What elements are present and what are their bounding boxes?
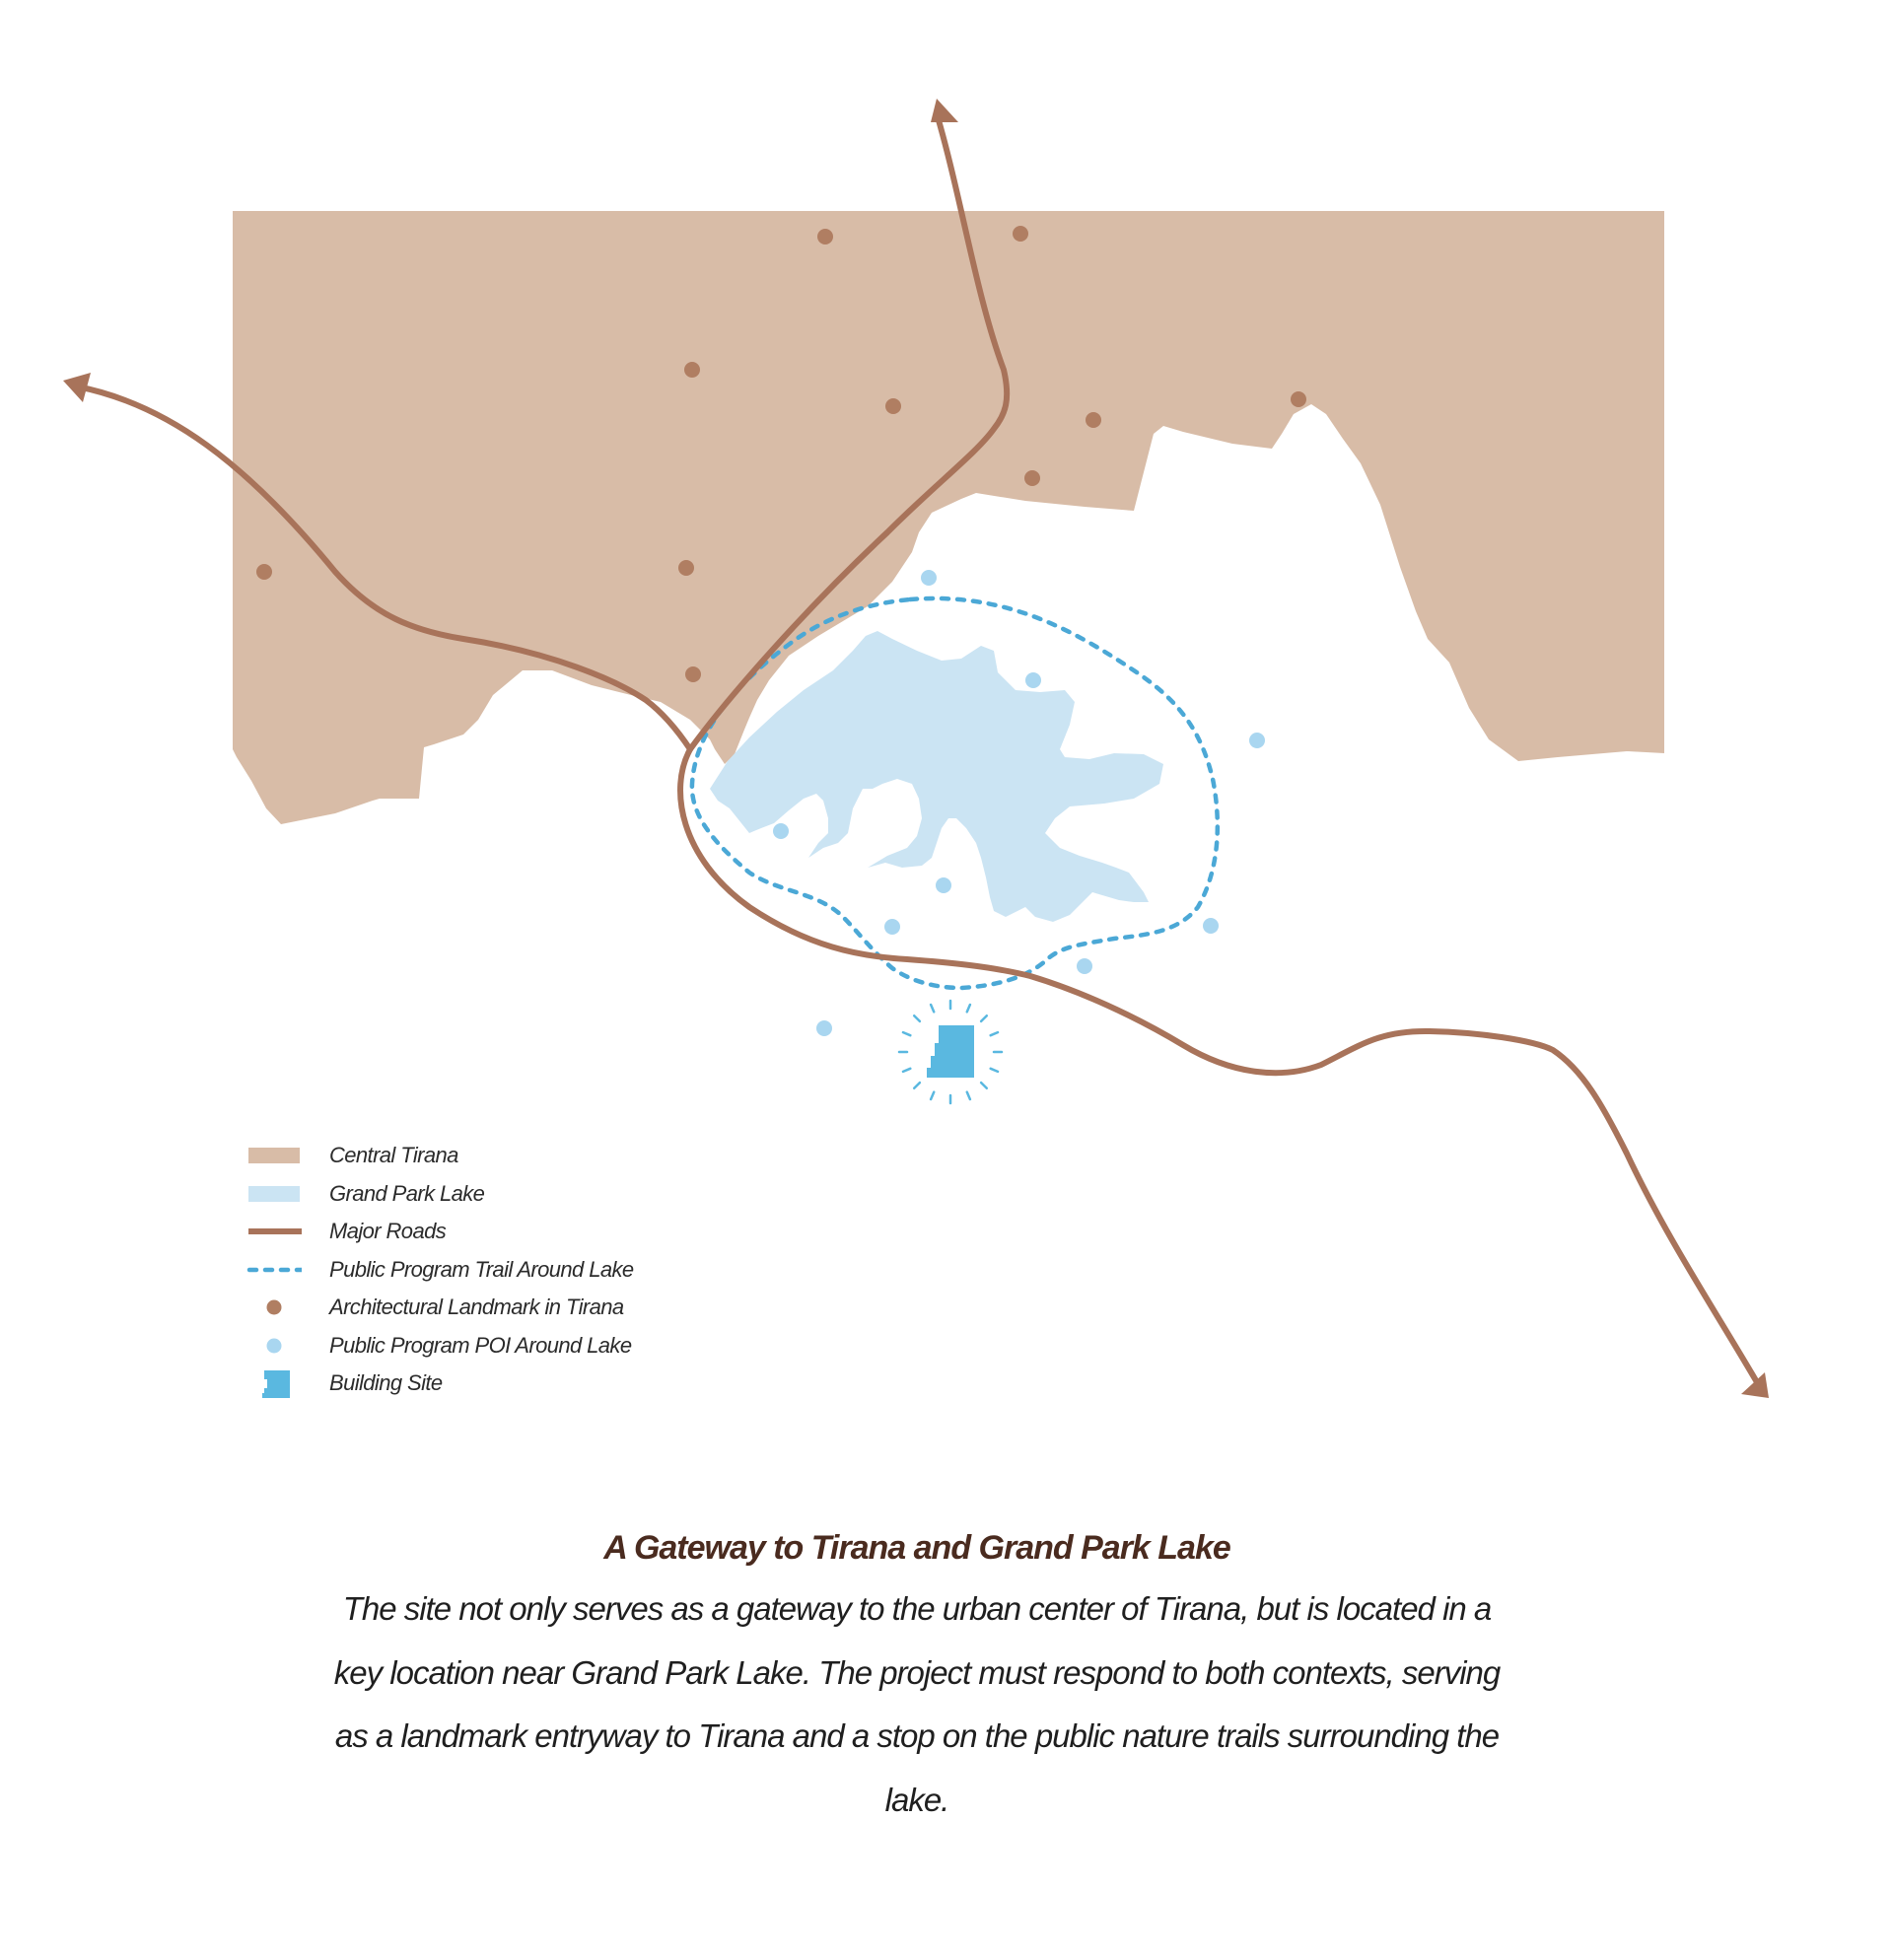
legend-label: Architectural Landmark in Tirana [329,1295,624,1319]
legend-item [246,1329,799,1367]
legend-item [246,1177,799,1216]
legend-label: Grand Park Lake [329,1180,485,1206]
dotted-blue-line-swatch-icon [246,1253,302,1287]
poi-marker [1249,733,1265,748]
building-site-ray [903,1069,910,1072]
arrowhead-west-icon [63,373,91,402]
legend-label: Public Program POI Around Lake [329,1332,632,1358]
landmark-marker [684,362,700,378]
landmark-marker [817,229,833,245]
building-site-ray [931,1092,934,1099]
legend-label: Central Tirana [329,1143,458,1167]
legend-item [246,1366,799,1405]
landmark-marker [1291,391,1306,407]
light-blue-rectangle-swatch-icon [246,1177,302,1211]
arrowhead-north-icon [931,99,958,122]
landmark-marker [685,666,701,682]
landmark-marker [1013,226,1028,242]
brown-dot-swatch-icon [246,1291,302,1324]
legend-item [246,1139,799,1177]
poi-marker [816,1020,832,1036]
building-site-ray [914,1015,920,1021]
building-site-icon [927,1025,974,1078]
building-site-ray [981,1083,987,1088]
grand-park-lake [710,631,1163,922]
legend-label: Major Roads [329,1219,447,1243]
map-legend [246,1139,799,1405]
building-site-ray [903,1032,910,1035]
landmark-marker [256,564,272,580]
legend-item [246,1291,799,1329]
landmark-marker [1024,470,1040,486]
building-site-ray [914,1083,920,1088]
legend-item [246,1215,799,1253]
blue-building-site-swatch-icon [246,1366,302,1400]
building-site-ray [967,1092,970,1099]
legend-label: Public Program Trail Around Lake [329,1256,634,1282]
landmark-marker [1086,412,1101,428]
beige-rectangle-swatch-icon [246,1139,302,1172]
poi-marker [1077,958,1092,974]
light-blue-dot-swatch-icon [246,1329,302,1363]
building-site-ray [967,1005,970,1012]
legend-label: Building Site [329,1370,443,1395]
brown-line-swatch-icon [246,1215,302,1248]
landmark-marker [678,560,694,576]
legend-item [246,1253,799,1292]
building-site-ray [981,1015,987,1021]
poi-marker [1025,672,1041,688]
poi-marker [1203,918,1219,934]
caption [325,1526,1508,1832]
poi-marker [884,919,900,935]
caption-body: The site not only serves as a gateway to the urban center of Tirana, but is located in a key location near Grand Park Lake. The project must respond to both contexts, serving as a landmark entryway to Tirana and a stop on the public nature trails surrounding the lake. [333,1590,1501,1818]
poi-marker [773,823,789,839]
poi-marker [921,570,937,586]
building-site [899,1001,1002,1103]
building-site-ray [991,1032,998,1035]
building-site-ray [931,1005,934,1012]
caption-title: A Gateway to Tirana and Grand Park Lake [603,1529,1230,1567]
poi-marker [936,877,951,893]
landmark-marker [885,398,901,414]
building-site-ray [991,1069,998,1072]
